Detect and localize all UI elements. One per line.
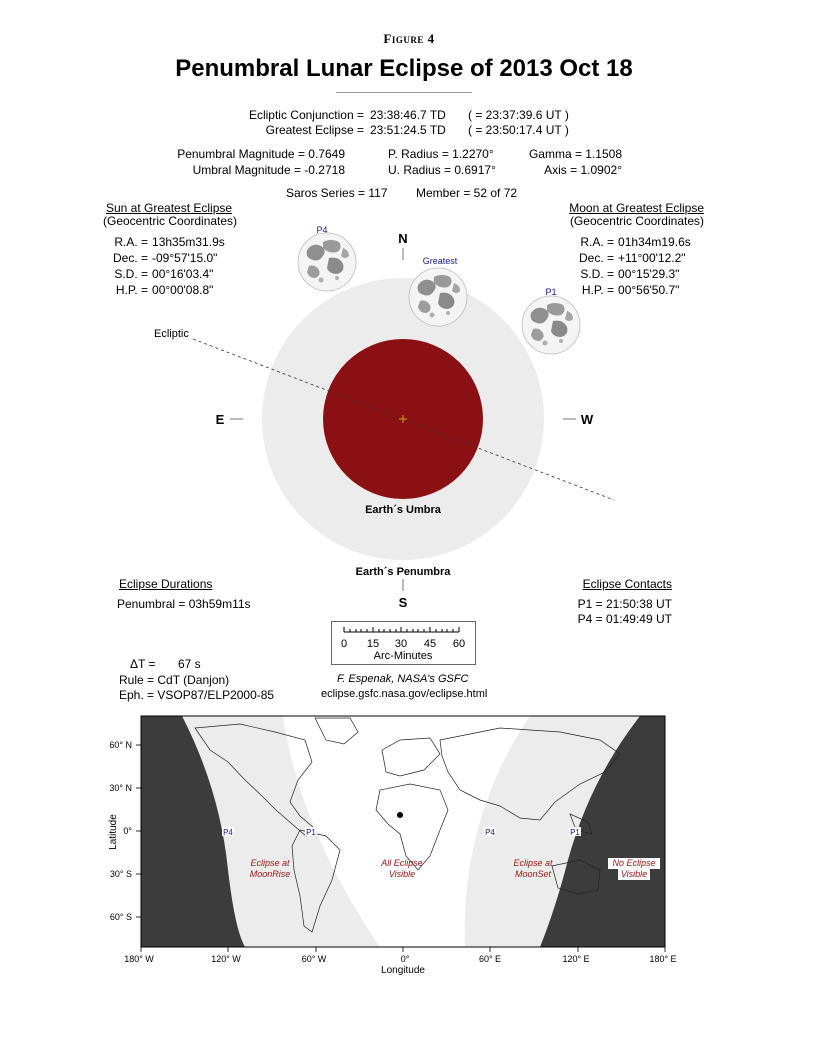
moon-hp-value: 00°56'50.7": [618, 283, 680, 297]
sun-hp-label: H.P. =: [115, 283, 149, 297]
region-moonset-line1: Eclipse at: [513, 858, 553, 868]
durations-heading: Eclipse Durations: [119, 577, 213, 591]
moon-p4: [298, 233, 356, 291]
moon-ra-value: 01h34m19.6s: [618, 235, 691, 249]
page-title: Penumbral Lunar Eclipse of 2013 Oct 18: [175, 55, 633, 82]
lon-tick-180e: 180° E: [649, 954, 677, 964]
region-all-line2: Visible: [388, 869, 416, 879]
lon-tick-180w: 180° W: [124, 954, 154, 964]
conjunction-td: 23:38:46.7 TD: [370, 108, 446, 122]
scale-ruler: [331, 621, 476, 665]
moon-greatest-label: Greatest: [422, 256, 458, 266]
sun-ra-value: 13h35m31.9s: [152, 235, 225, 249]
moon-p4-label: P4: [316, 225, 328, 235]
sun-dec-value: -09°57'15.0": [152, 251, 218, 265]
scale-tick-15: 15: [366, 638, 380, 650]
scale-tick-45: 45: [423, 638, 437, 650]
map-p4-west: P4: [223, 828, 233, 837]
lon-tick-60e: 60° E: [478, 954, 502, 964]
map-p1-west: P1: [306, 828, 316, 837]
saros-series: Saros Series = 117: [286, 186, 388, 200]
greatest-td: 23:51:24.5 TD: [370, 123, 446, 137]
moon-hp-label: H.P. =: [581, 283, 615, 297]
sun-sd-label: S.D. =: [114, 267, 149, 281]
region-moonrise-line1: Eclipse at: [250, 858, 290, 868]
ecliptic-label: Ecliptic: [154, 328, 189, 340]
delta-t-value: 67 s: [178, 657, 201, 671]
moon-p1-label: P1: [545, 287, 557, 297]
region-none-line2: Visible: [620, 869, 648, 879]
moon-ra-label: R.A. =: [580, 235, 615, 249]
west-label: W: [580, 412, 594, 427]
scale-label: Arc-Minutes: [373, 650, 433, 662]
region-all-line1: All Eclipse: [381, 858, 423, 868]
sun-hp-value: 00°00'08.8": [152, 283, 214, 297]
greatest-ut: ( = 23:50:17.4 UT ): [468, 123, 569, 137]
credit-author: F. Espenak, NASA's GSFC: [337, 673, 469, 685]
map-p4-east: P4: [485, 828, 495, 837]
scale-tick-30: 30: [394, 638, 408, 650]
scale-tick-0: 0: [340, 638, 348, 650]
moon-sd-label: S.D. =: [580, 267, 615, 281]
sun-dec-label: Dec. =: [113, 251, 149, 265]
map-p1-east: P1: [570, 828, 580, 837]
contact-p1: P1 = 21:50:38 UT: [577, 597, 672, 611]
lat-tick-30s: 30° S: [109, 869, 132, 879]
moon-sd-value: 00°15'29.3": [618, 267, 680, 281]
moon-subheading: (Geocentric Coordinates): [569, 214, 704, 228]
conjunction-ut: ( = 23:37:39.6 UT ): [468, 108, 569, 122]
saros-member: Member = 52 of 72: [416, 186, 518, 200]
p-radius: P. Radius = 1.2270°: [388, 147, 494, 161]
x-axis-label: Longitude: [381, 965, 425, 976]
moon-p1: [522, 296, 580, 354]
lat-tick-0: 0°: [123, 826, 132, 836]
penumbral-duration: Penumbral = 03h59m11s: [117, 597, 251, 611]
danjon-rule: Rule = CdT (Danjon): [119, 673, 230, 687]
penumbra-label: Earth´s Penumbra: [355, 566, 451, 578]
lat-tick-30n: 30° N: [109, 783, 132, 793]
lon-tick-120w: 120° W: [211, 954, 241, 964]
east-label: E: [215, 412, 225, 427]
contact-p4: P4 = 01:49:49 UT: [577, 612, 672, 626]
greatest-label: Greatest Eclipse =: [265, 123, 364, 137]
contacts-heading: Eclipse Contacts: [582, 577, 672, 591]
u-radius: U. Radius = 0.6917°: [388, 163, 496, 177]
region-moonset-line2: MoonSet: [514, 869, 552, 879]
south-label: S: [398, 595, 408, 610]
lat-tick-60s: 60° S: [109, 912, 132, 922]
lon-tick-120e: 120° E: [562, 954, 590, 964]
region-none-line1: No Eclipse: [612, 858, 656, 868]
region-moonrise-line2: MoonRise: [249, 869, 291, 879]
moon-heading: Moon at Greatest Eclipse: [569, 201, 704, 215]
sun-subheading: (Geocentric Coordinates): [103, 214, 238, 228]
figure-label: Figure 4: [383, 31, 435, 46]
moon-dec-value: +11°00'12.2": [618, 251, 686, 265]
sun-sd-value: 00°16'03.4": [152, 267, 214, 281]
sun-heading: Sun at Greatest Eclipse: [106, 201, 233, 215]
umbra-label: Earth´s Umbra: [365, 504, 441, 516]
lon-tick-60w: 60° W: [301, 954, 327, 964]
umb-magnitude: Umbral Magnitude = -0.2718: [192, 163, 345, 177]
moon-greatest: [409, 268, 467, 326]
pen-magnitude: Penumbral Magnitude = 0.7649: [177, 147, 345, 161]
lon-tick-0: 0°: [400, 954, 410, 964]
scale-tick-60: 60: [452, 638, 466, 650]
delta-t-label: ΔT =: [130, 657, 156, 671]
sun-ra-label: R.A. =: [114, 235, 149, 249]
ephemeris-source: Eph. = VSOP87/ELP2000-85: [119, 688, 275, 702]
north-label: N: [398, 231, 408, 246]
gamma: Gamma = 1.1508: [528, 147, 622, 161]
y-axis-label: Latitude: [108, 814, 119, 850]
moon-dec-label: Dec. =: [579, 251, 615, 265]
conjunction-label: Ecliptic Conjunction =: [248, 108, 364, 122]
visibility-map: [100, 710, 700, 980]
axis: Axis = 1.0902°: [544, 163, 622, 177]
lat-tick-60n: 60° N: [109, 740, 132, 750]
credit-url: eclipse.gsfc.nasa.gov/eclipse.html: [321, 688, 488, 700]
greatest-eclipse-point: [397, 812, 403, 818]
